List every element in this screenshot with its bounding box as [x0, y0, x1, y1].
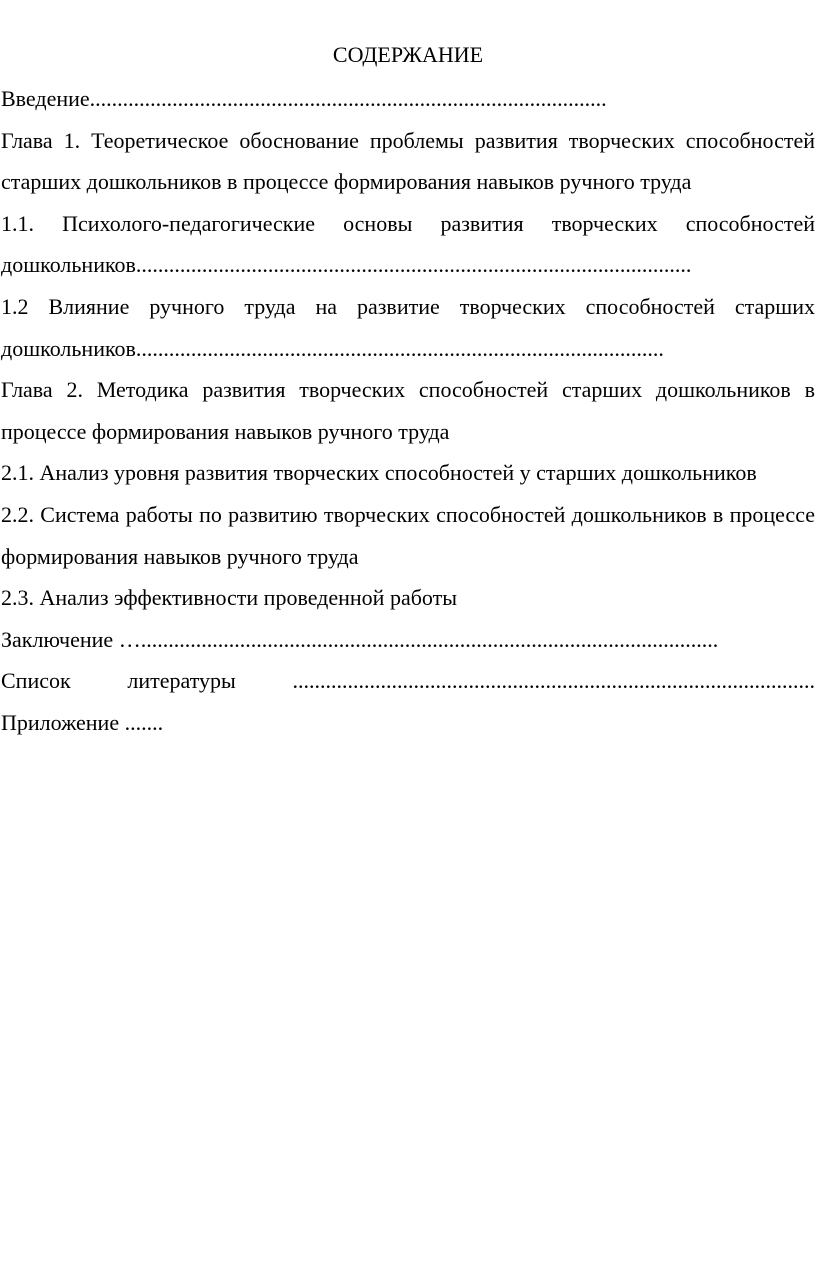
toc-entry-section-2-3: 2.3. Анализ эффективности проведенной работы [1, 585, 458, 611]
toc-entry-section-2-2: 2.2. Система работы по развитию творческих способностей дошкольников в процессе формирования навыков ручного труда [1, 501, 815, 569]
page-title: СОДЕРЖАНИЕ [332, 42, 484, 67]
toc-entry-section-2-1: 2.1. Анализ уровня развития творческих способностей у старших дошкольников [1, 460, 757, 486]
table-of-contents [1, 78, 815, 744]
toc-entry-section-1-1: 1.1. Психолого-педагогические основы развития творческих способностей дошкольников..................................................................................................... [1, 210, 815, 278]
toc-entry-chapter-2: Глава 2. Методика развития творческих способностей старших дошкольников в процессе формирования навыков ручного труда [1, 377, 815, 444]
toc-entry-introduction: Введение.............................................................................................. [1, 86, 607, 111]
toc-entry-appendix: Приложение ....... [1, 709, 164, 735]
toc-entry-references: Список литературы ............................................................................................... [1, 668, 815, 694]
toc-entry-section-1-2: 1.2 Влияние ручного труда на развитие творческих способностей старших дошкольников................................................................................................ [1, 293, 815, 361]
toc-entry-conclusion: Заключение …......................................................................................................... [1, 626, 719, 652]
toc-entry-chapter-1: Глава 1. Теоретическое обоснование проблемы развития творческих способностей старших дошкольников в процессе формирования навыков ручного труда [1, 127, 815, 195]
